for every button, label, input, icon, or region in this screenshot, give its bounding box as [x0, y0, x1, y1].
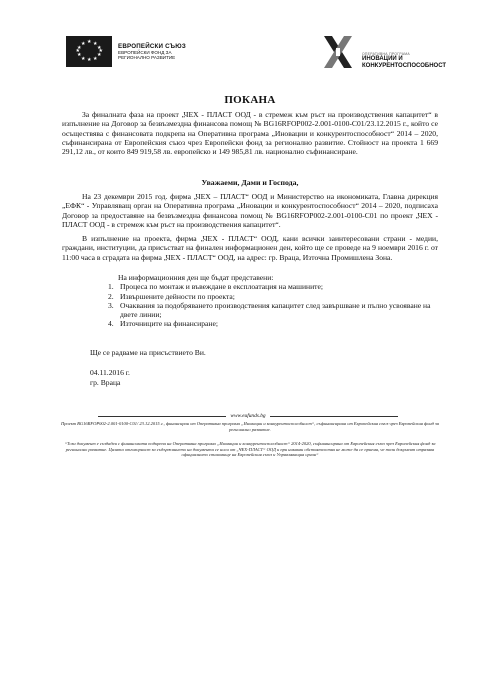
contract-paragraph: На 23 декември 2015 год. фирма „ЧЕХ – ПЛАСТ“ ООД и Министерство на икономиката, Главна дирекция „ЕФК“ - Управляващ орган на Оперативна програма „Иновации и конкурентоспособност“ 2014 – 2020, подписаха Договор за предоставяне на безвъзмездна финансова помощ № BG16RFOP002-2.001-0100-C01 по проект „ЧЕХ - ПЛАСТ ООД - в стремеж към ръст на производствения капацитет“. — [62, 192, 438, 229]
op-logo — [318, 34, 446, 70]
eu-logo-line1: ЕВРОПЕЙСКИ СЪЮЗ — [118, 42, 186, 50]
list-item-text: Извършените дейности по проекта; — [120, 291, 235, 301]
list-item-number: 1. — [108, 282, 114, 292]
list-item-number: 2. — [108, 291, 114, 301]
eu-logo — [66, 36, 186, 67]
invitation-paragraph: В изпълнение на проекта, фирма „ЧЕХ - ПЛАСТ“ ООД, кани всички заинтересовани страни - медии, граждани, институции, да присъстват на финален информационен ден, който ще се проведе на 9 ноември 2016 г. от 11:00 часа в сградата на фирма „ЧЕХ - ПЛАСТ“ ООД, на адрес: гр. Враца, Източна Промишлена Зона. — [62, 234, 438, 262]
list-item-text: Очаквания за подобряването производствения капацитет след завършване и пълно усвояване на двете линии; — [120, 300, 431, 320]
document-title: ПОКАНА — [224, 94, 276, 106]
footer-rule-left — [98, 416, 226, 417]
agenda-intro: На информационния ден ще бъдат представени: — [118, 273, 274, 282]
eu-logo-text — [118, 43, 186, 61]
list-item-number: 3. — [108, 300, 114, 310]
op-logo-line1: ИНОВАЦИИ И — [362, 56, 403, 62]
list-item-text: Източниците на финансиране; — [120, 319, 218, 329]
agenda-list — [108, 273, 438, 329]
footer-url-row — [98, 413, 398, 419]
eu-logo-line2: ЕВРОПЕЙСКИ ФОНД ЗА — [118, 49, 172, 55]
footer-url-link[interactable]: www.eufunds.bg — [230, 413, 266, 419]
list-item-text: Процеса по монтаж и въвеждане в експлоатация на машините; — [120, 282, 323, 292]
list-item — [108, 292, 438, 301]
document-place: гр. Враца — [90, 378, 121, 387]
list-item-number: 4. — [108, 319, 114, 329]
footer-project-note: Проект BG16RFOP002-2.001-0100-C01/ 23.12.2015 г., финансиран от Оперативна програма „Иновации и конкурентоспособност“, съфинансирана от Европейския съюз чрез Европейския фонд за регионално развитие. — [61, 421, 439, 432]
eu-logo-line3: РЕГИОНАЛНО РАЗВИТИЕ — [118, 55, 176, 60]
eu-flag-icon: ★ ★ ★ ★ ★ ★ ★ ★ ★ ★ ★ ★ — [66, 36, 112, 67]
closing-line: Ще се радваме на присъствието Ви. — [90, 348, 206, 357]
list-item — [108, 282, 438, 291]
list-item — [108, 319, 438, 328]
footer-disclaimer: “Този документ е създаден с финансовата подкрепа на Оперативна програма „Иновации и конкурентоспособност“ 2014-2020, съфинансирана от Европейския съюз чрез Европейския фонд за регионално развитие. Цялата отговорност за съдържанието на документа се носи от „ЧЕХ-ПЛАСТ“ ООД и при никакви обстоятелства не може да се приема, че този документ отразява официалното становище на Европейския съюз и Управляващия орган“ — [64, 441, 436, 458]
op-logo-small: ОПЕРАТИВНА ПРОГРАМА — [362, 52, 410, 56]
document-date: 04.11.2016 г. — [90, 368, 130, 377]
greeting: Уважаеми, Дами и Господа, — [201, 178, 299, 187]
list-item — [108, 301, 438, 320]
op-logo-text — [362, 52, 446, 70]
footer-rule-right — [270, 416, 398, 417]
op-logo-line2: КОНКУРЕНТОСПОСОБНОСТ — [362, 63, 447, 69]
intro-paragraph: За финалната фаза на проект „ЧЕХ - ПЛАСТ ООД - в стремеж към ръст на производствения капацитет“ в изпълнение на Договор за безвъзмездна финансова помощ № BG16RFOP002-2.001-0100-C01/23.12.2015 г., който се осъществява с финансовата подкрепа на Оперативна програма „Иновации и конкурентоспособност“ 2014 – 2020, съфинансирана от Европейския съюз чрез Европейски фонд за регионално развитие. Стойност на проекта 1 669 291,12 лв., от които 849 919,58 лв. европейско и 149 985,81 лв. национално съфинансиране. — [62, 110, 438, 157]
op-cross-icon — [318, 34, 358, 70]
